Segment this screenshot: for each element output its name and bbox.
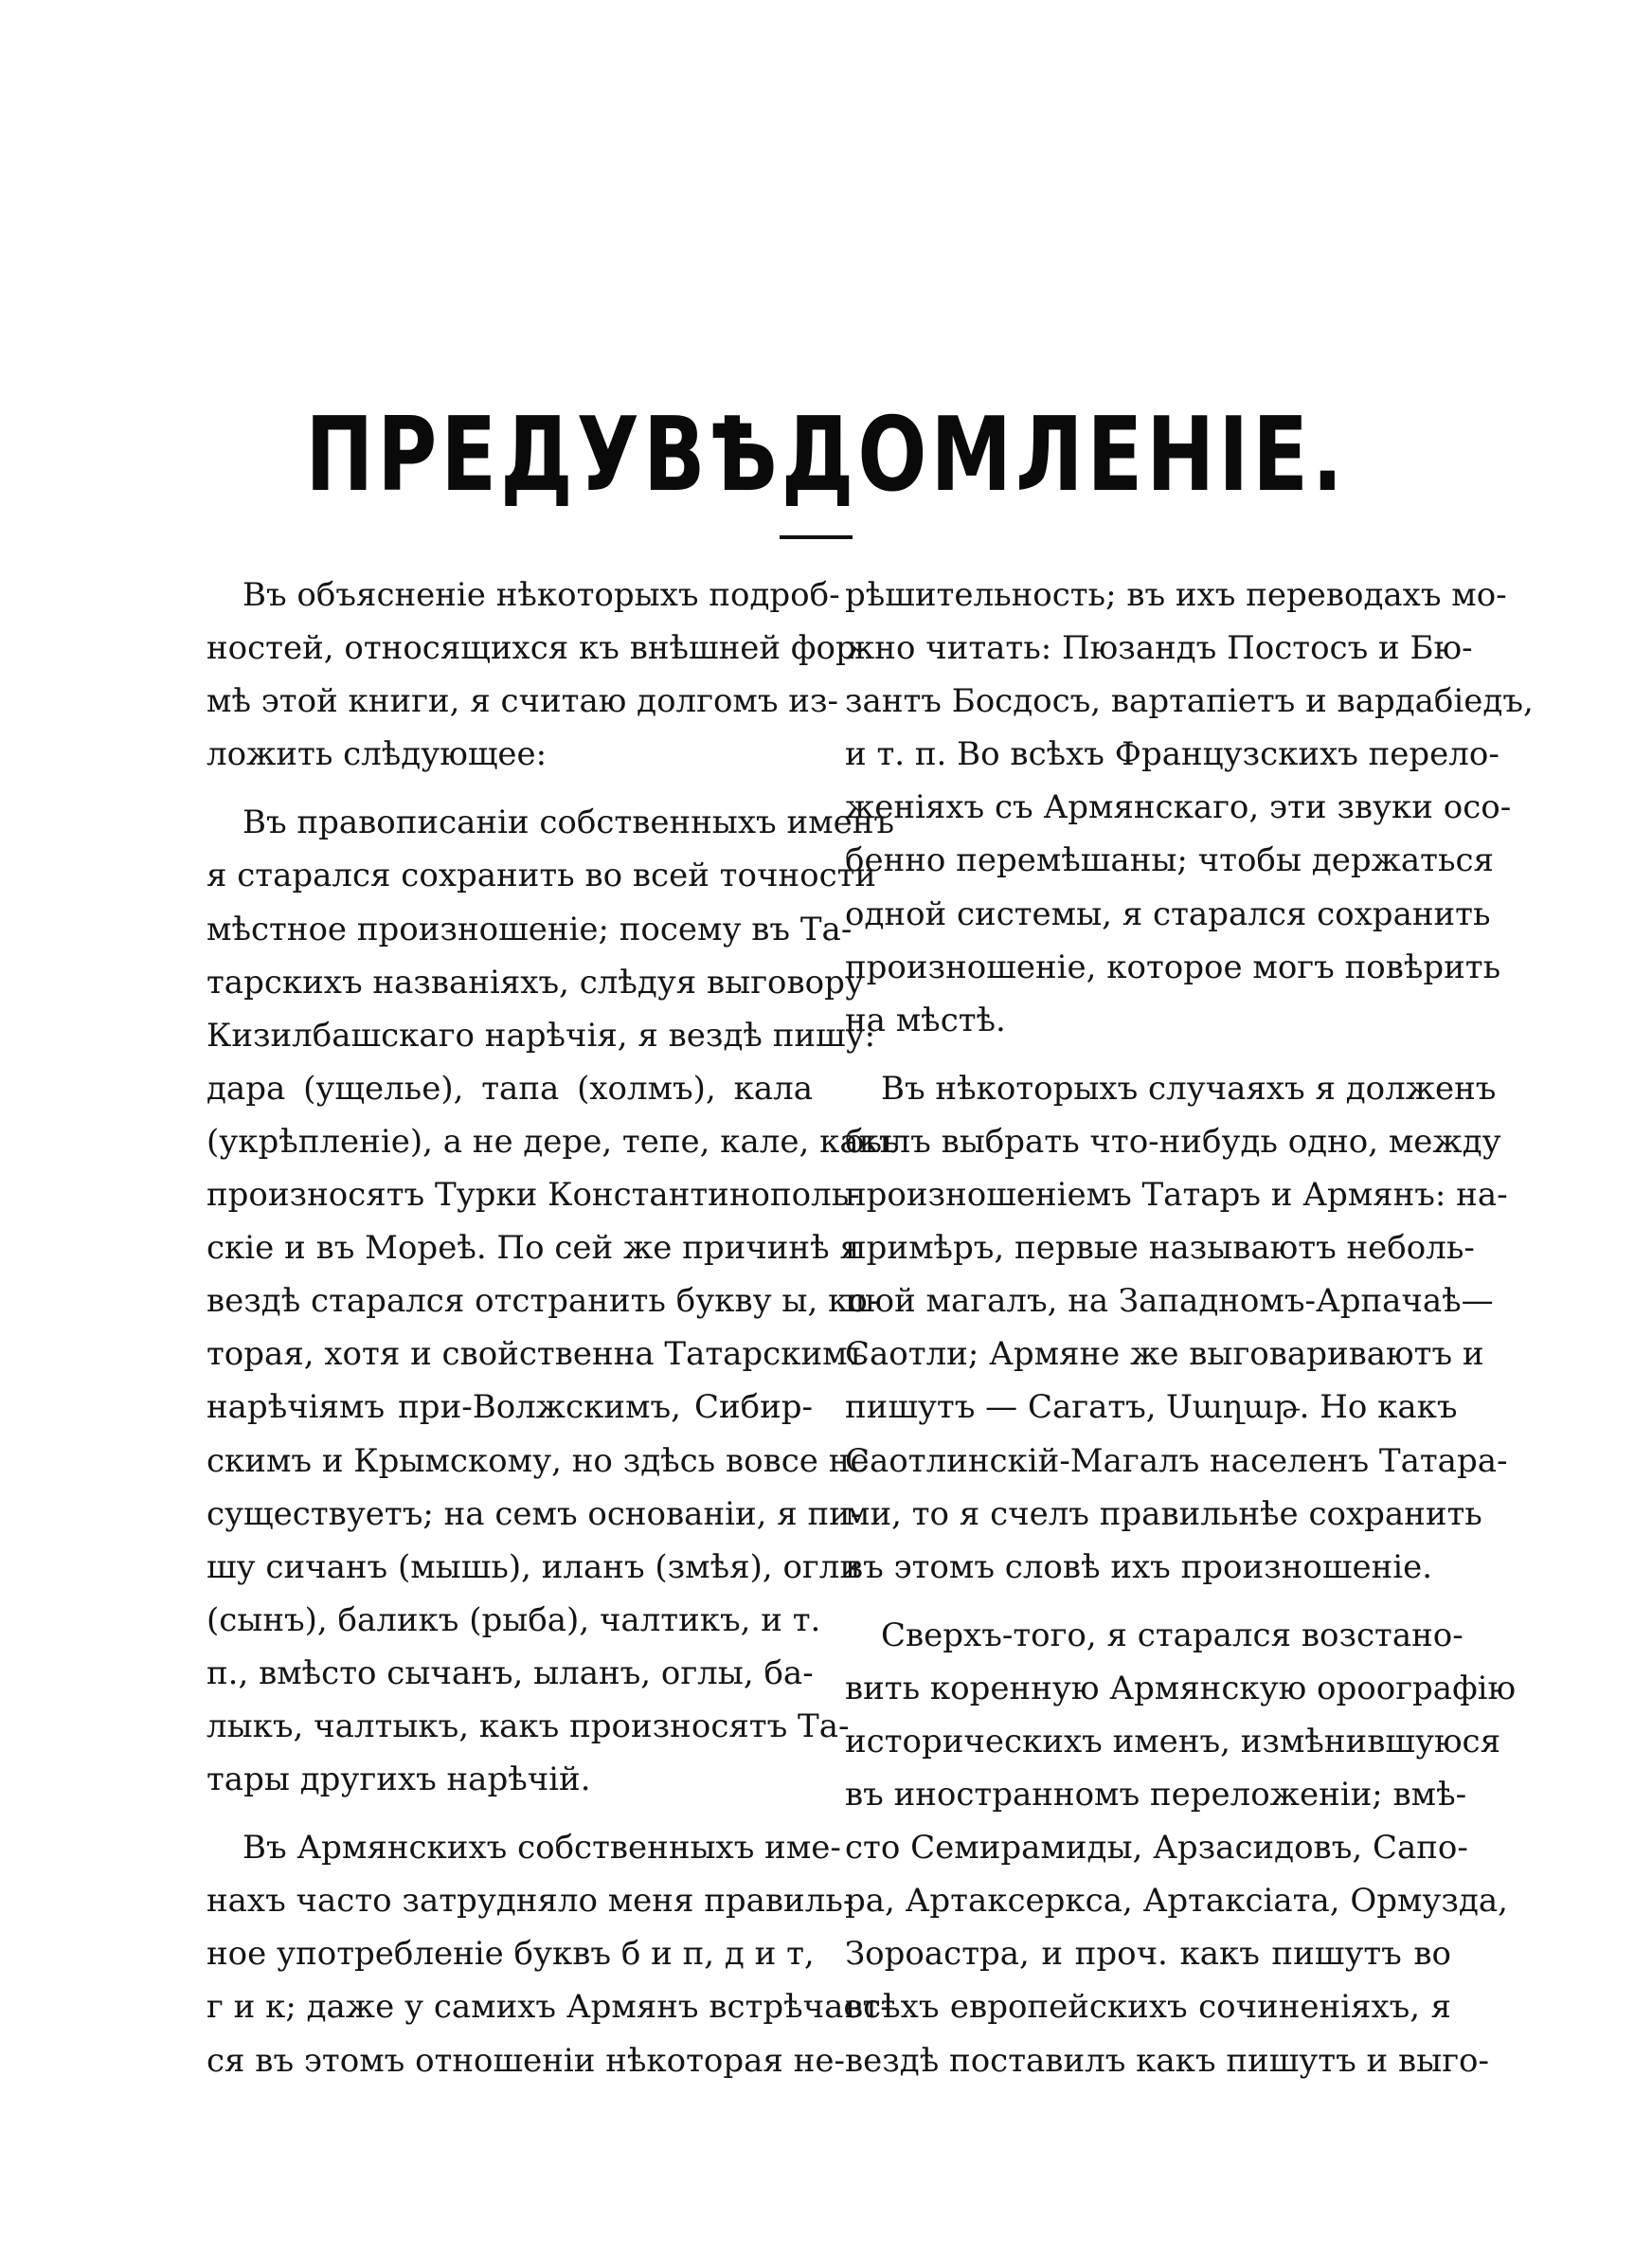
text-line: Зороастра, и проч. какъ пишутъ во <box>845 1935 1451 1974</box>
text-line: зантъ Босдосъ, вартапіетъ и вардабіедъ, <box>845 682 1534 721</box>
text-line: Въ Армянскихъ собственныхъ име- <box>242 1829 841 1868</box>
text-line: существуетъ; на семъ основаніи, я пи- <box>206 1494 862 1533</box>
text-line: женіяхъ съ Армянскаго, эти звуки осо- <box>845 788 1512 827</box>
text-line: произношеніемъ Татаръ и Армянъ: на- <box>845 1176 1508 1215</box>
text-line: Саотли; Армяне же выговариваютъ и <box>845 1335 1484 1374</box>
text-line: нарѣчіямъ при-Волжскимъ, Сибир- <box>206 1388 813 1427</box>
text-line: на мѣстѣ. <box>845 1001 1006 1039</box>
text-line: скимъ и Крымскому, но здѣсь вовсе не <box>206 1441 870 1480</box>
text-line: пишутъ — Сагатъ, Սաղաթ. Но какъ <box>845 1388 1458 1427</box>
text-line: и т. п. Во всѣхъ Французскихъ перело- <box>845 735 1499 774</box>
text-line: произношеніе, которое могъ повѣрить <box>845 948 1501 986</box>
text-line: вездѣ старался отстранить букву ы, ко- <box>206 1282 879 1321</box>
text-line: былъ выбрать что-нибудь одно, между <box>845 1122 1501 1161</box>
text-line: п., вмѣсто сычанъ, ыланъ, оглы, ба- <box>206 1653 814 1692</box>
text-line: шой магалъ, на Западномъ-Арпачаѣ— <box>845 1282 1494 1321</box>
text-line: Кизилбашскаго нарѣчія, я вездѣ пишу: <box>206 1016 876 1055</box>
text-line: вездѣ поставилъ какъ пишутъ и выго- <box>845 2041 1489 2080</box>
text-line: бенно перемѣшаны; чтобы держаться <box>845 841 1494 880</box>
text-line: тарскихъ названіяхъ, слѣдуя выговору <box>206 963 864 1002</box>
text-line: жно читать: Пюзандъ Постосъ и Бю- <box>845 629 1473 668</box>
text-line: ностей, относящихся къ внѣшней фор- <box>206 629 868 668</box>
title-divider <box>780 535 853 539</box>
text-line: тары другихъ нарѣчій. <box>206 1760 591 1799</box>
text-line: вить коренную Армянскую ороографію <box>845 1669 1517 1707</box>
text-line: ми, то я счелъ правильнѣе сохранить <box>845 1494 1482 1533</box>
right-column <box>845 569 1534 2087</box>
text-line: мѣстное произношеніе; посему въ Та- <box>206 910 853 948</box>
left-column <box>206 569 900 2087</box>
text-line: ся въ этомъ отношеніи нѣкоторая не- <box>206 2041 845 2080</box>
text-line: лыкъ, чалтыкъ, какъ произносятъ Та- <box>206 1706 850 1745</box>
text-line: историческихъ именъ, измѣнившуюся <box>845 1722 1501 1760</box>
text-line: Въ правописаніи собственныхъ именъ <box>242 803 894 842</box>
text-line: скіе и въ Мореѣ. По сей же причинѣ я <box>206 1229 860 1268</box>
text-line: Сверхъ-того, я старался возстано- <box>881 1616 1463 1654</box>
text-line: ложить слѣдующее: <box>206 735 548 774</box>
text-line: всѣхъ европейскихъ сочиненіяхъ, я <box>845 1988 1451 2027</box>
text-line: ное употребленіе буквъ б и п, д и т, <box>206 1935 815 1974</box>
text-line: шу сичанъ (мышь), иланъ (змѣя), огли <box>206 1547 862 1586</box>
text-line: Въ объясненіе нѣкоторыхъ подроб- <box>242 576 840 614</box>
text-line: Въ нѣкоторыхъ случаяхъ я долженъ <box>881 1069 1497 1108</box>
text-line: дара (ущелье), тапа (холмъ), кала <box>206 1069 813 1108</box>
page-title: ПРЕДУВѢДОМЛЕНІЕ. <box>305 396 1347 515</box>
text-line: примѣръ, первые называютъ неболь- <box>845 1229 1475 1268</box>
text-line: Саотлинскій-Магалъ населенъ Татара- <box>845 1441 1508 1480</box>
text-line: мѣ этой книги, я считаю долгомъ из- <box>206 682 839 721</box>
text-line: рѣшительность; въ ихъ переводахъ мо- <box>845 576 1507 614</box>
text-line: (укрѣпленіе), а не дере, тепе, кале, какъ <box>206 1122 900 1161</box>
text-line: ра, Артаксеркса, Артаксіата, Ормузда, <box>845 1882 1508 1921</box>
text-line: одной системы, я старался сохранить <box>845 894 1491 933</box>
text-line: я старался сохранить во всей точности <box>206 857 877 895</box>
text-line: въ иностранномъ переложеніи; вмѣ- <box>845 1776 1467 1815</box>
text-line: г и к; даже у самихъ Армянъ встрѣчает- <box>206 1988 891 2027</box>
text-line: сто Семирамиды, Арзасидовъ, Сапо- <box>845 1829 1468 1868</box>
text-line: произносятъ Турки Константинополь- <box>206 1176 860 1215</box>
text-line: (сынъ), баликъ (рыба), чалтикъ, и т. <box>206 1600 821 1639</box>
text-line: въ этомъ словѣ ихъ произношеніе. <box>845 1547 1433 1586</box>
text-line: нахъ часто затрудняло меня правиль- <box>206 1882 854 1921</box>
text-line: торая, хотя и свойственна Татарскимъ <box>206 1335 869 1374</box>
